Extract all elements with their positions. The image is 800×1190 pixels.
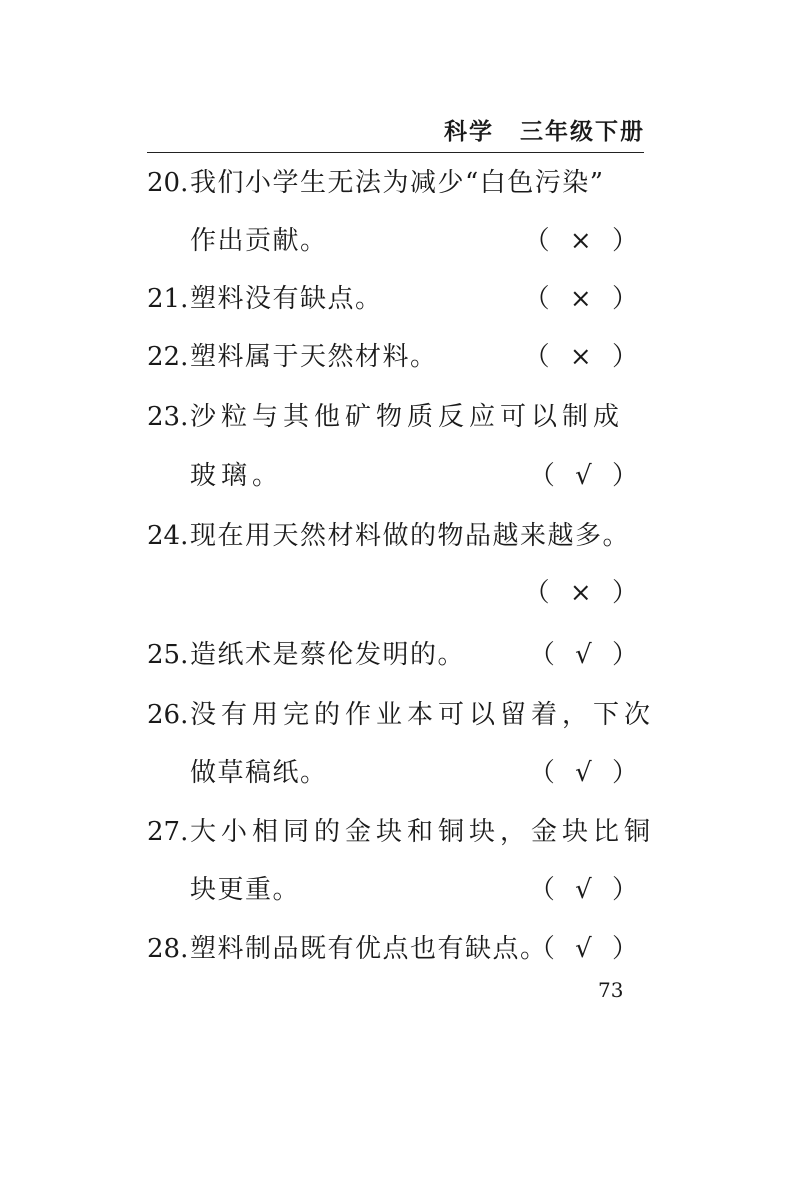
question-number: 27. — [147, 817, 189, 847]
question-number: 24. — [147, 521, 189, 551]
question-text: 塑料制品既有优点也有缺点。 — [190, 934, 548, 964]
question-text-continued: 作出贡献。 — [190, 226, 328, 256]
header-grade: 三年级下册 — [520, 119, 645, 145]
question-24-line-1 — [147, 516, 644, 556]
question-text-continued: 块更重。 — [190, 875, 301, 905]
question-text: 我们小学生无法为减少“白色污染” — [190, 168, 605, 198]
page-number: 73 — [598, 978, 624, 1002]
question-number: 21. — [147, 284, 189, 314]
question-22 — [147, 337, 644, 377]
question-text-continued: 做草稿纸。 — [190, 758, 328, 788]
question-text-continued: 玻璃。 — [190, 461, 284, 491]
answer-mark: （ × ） — [523, 342, 644, 372]
answer-mark: （ × ） — [523, 226, 644, 256]
answer-mark: （ √ ） — [528, 640, 644, 670]
question-25 — [147, 635, 644, 675]
question-text: 塑料属于天然材料。 — [190, 342, 438, 372]
question-number: 25. — [147, 640, 189, 670]
question-text: 大小相同的金块和铜块，金块比铜 — [190, 817, 656, 847]
question-number: 20. — [147, 168, 189, 198]
running-header — [444, 113, 645, 146]
question-27-line-1 — [147, 812, 656, 852]
question-text: 塑料没有缺点。 — [190, 284, 383, 314]
question-text: 沙粒与其他矿物质反应可以制成 — [190, 402, 625, 432]
question-20-line-1 — [147, 163, 644, 203]
answer-mark: （ √ ） — [528, 758, 644, 788]
question-number: 23. — [147, 402, 189, 432]
question-23-line-1 — [147, 397, 644, 437]
question-26-line-2 — [147, 753, 644, 793]
answer-mark: （ × ） — [523, 578, 644, 608]
header-subject: 科学 — [444, 119, 494, 145]
question-28 — [147, 929, 644, 969]
question-text: 造纸术是蔡伦发明的。 — [190, 640, 466, 670]
answer-mark: （ √ ） — [528, 461, 644, 491]
answer-mark: （ √ ） — [528, 875, 644, 905]
question-20-line-2 — [147, 221, 644, 261]
question-text: 现在用天然材料做的物品越来越多。 — [190, 521, 631, 551]
question-27-line-2 — [147, 870, 644, 910]
header-rule — [147, 152, 644, 153]
answer-mark: （ √ ） — [528, 934, 644, 964]
question-number: 26. — [147, 700, 189, 730]
question-24-line-2 — [147, 573, 644, 613]
question-number: 22. — [147, 342, 189, 372]
answer-mark: （ × ） — [523, 284, 644, 314]
question-number: 28. — [147, 934, 189, 964]
question-26-line-1 — [147, 695, 656, 735]
question-21 — [147, 279, 644, 319]
question-23-line-2 — [147, 456, 644, 496]
question-text-continued — [147, 578, 190, 608]
question-text: 没有用完的作业本可以留着，下次 — [190, 700, 656, 730]
